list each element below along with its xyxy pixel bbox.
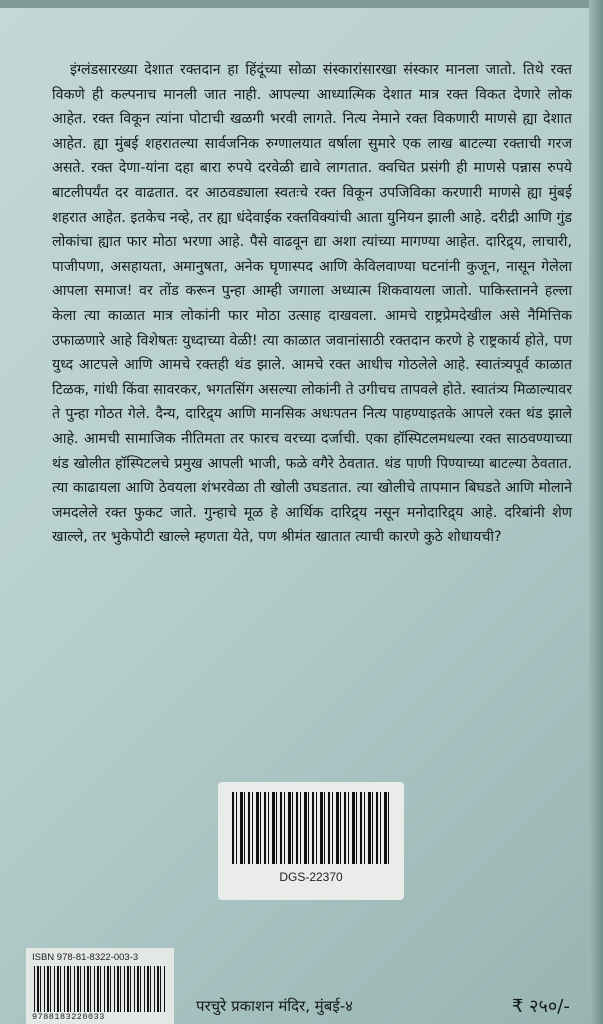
blurb-text: इंग्लंडसारख्या देशात रक्तदान हा हिंदूंच्या सोळा संस्कारांसारखा संस्कार मानला जातो. तिथे रक्त विकणे ही कल्पनाच मानली जात नाही. आपल्या आध्यात्मिक देशात मात्र रक्त विकत देणारे लोक आहेत. रक्त विकून त्यांना पोटाची खळगी भरवी लागते. नित्य नेमाने रक्त विकणारी माणसे ह्या देशात आहेत. ह्या मुंबई शहरातल्या सार्वजनिक रुग्णालयात वर्षाला सुमारे एक लाख बाटल्या रक्ताची गरज असते. रक्त देणा-यांना दहा बारा रुपये दरवेळी द्यावे लागतात. क्वचित प्रसंगी ही माणसे पन्नास रुपये बाटलीपर्यंत दर वाढतात. दर आठवड्याला स्वतःचे रक्त विकून उपजिविका करणारी माणसे ह्या मुंबई शहरात आहेत. इतकेच नव्हे, तर ह्या धंदेवाईक रक्तविक्यांची आता युनियन झाली आहे. दरीद्री आणि गुंड लोकांचा ह्यात फार मोठा भरणा आहे. पैसे वाढवून द्या अशा त्यांच्या मागण्या आहेत. दारिद्र्य, लाचारी, पाजीपणा, असहायता, अमानुषता, अनेक घृणास्पद आणि केविलवाण्या घटनांनी कुजून, नासून गेलेला आपला समाज! वर तोंड करून पुन्हा आम्ही जगाला अध्यात्म शिकवायला जातो. पाकिस्तानने हल्ला केला त्या काळात मात्र लोकांनी फार मोठा उत्साह दाखवला. आमचे राष्ट्रप्रेमदेखील असे नैमित्तिक उफाळणारे आहे विशेषतः युध्दाच्या वेळी! त्या काळात जवानांसाठी रक्तदान करणे हे राष्ट्रकार्य होते, पण युध्द आटपले आणि आमचे रक्तही थंड झाले. आमचे रक्त आधीच गोठलेले आहे. स्वातंत्र्यपूर्व काळात टिळक, गांधी किंवा सावरकर, भगतसिंग असल्या लोकांनी ते उगीचच तापवले होते. स्वातंत्र्य मिळाल्यावर ते पुन्हा गोठत गेले. दैन्य, दारिद्र्य आणि मानसिक अधःपतन नित्य पाहण्याइतके आपले रक्त थंड झाले आहे. आमची सामाजिक नीतिमता तर फारच वरच्या दर्जाची. एका हॉस्पिटलमधल्या रक्त साठवण्याच्या थंड खोलीत हॉस्पिटलचे प्रमुख आपली भाजी, फळे वगैरे ठेवतात. थंड पाणी पिण्याच्या बाटल्या ठेवतात. त्या काढायला आणि ठेवयला शंभरवेळा ती खोली उघडतात. त्या खोलीचे तापमान बिघडते आणि मोलाने जमदलेले रक्त फुकट जाते. गुन्हाचे मूळ हे आर्थिक दारिद्र्य नसून मनोदारिद्र्य आहे. दरिबांनी शेण खाल्ले, तर भुकेपोटी खाल्ले म्हणता येते, पण श्रीमंत खातात त्याची कारणे कुठे शोधायची? (52, 62, 572, 546)
isbn-label: ISBN 978-81-8322-003-3 (32, 952, 139, 963)
isbn-digits: 9788183220033 (32, 1012, 105, 1022)
barcode-sticker (218, 782, 404, 900)
barcode-bars (232, 792, 390, 864)
cover-right-edge (589, 0, 603, 1024)
price-label: ₹ २५०/- (512, 996, 570, 1017)
isbn-barcode (26, 948, 174, 1024)
barcode-code: DGS-22370 (279, 870, 343, 884)
cover-top-edge (0, 0, 603, 8)
publisher-name: परचुरे प्रकाशन मंदिर, मुंबई-४ (196, 997, 353, 1015)
isbn-bars (34, 966, 166, 1012)
